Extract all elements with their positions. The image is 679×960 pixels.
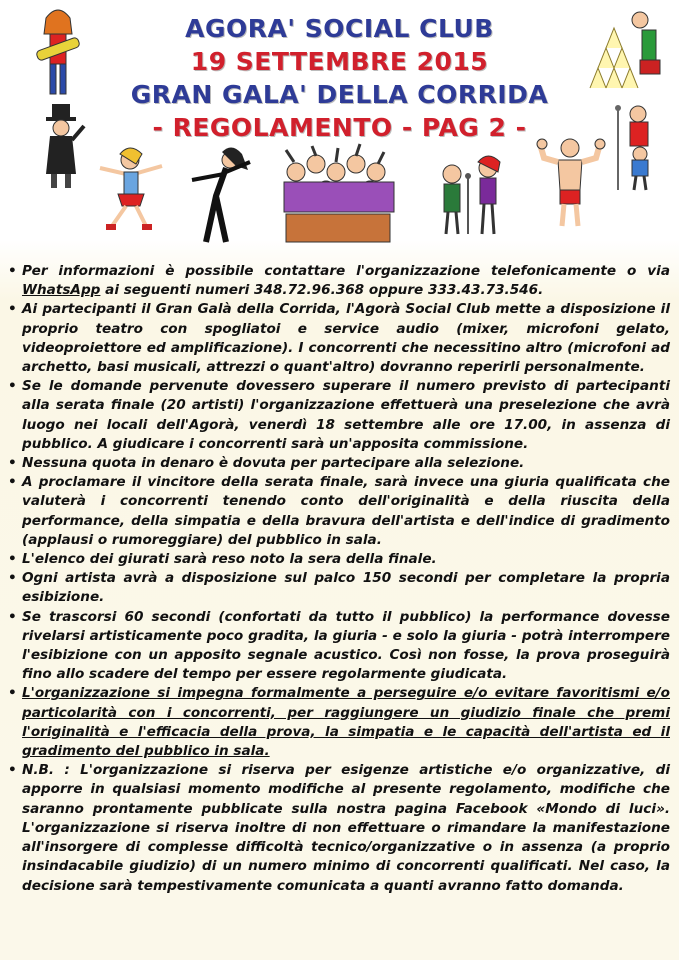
rule-item-no-fee: • Nessuna quota in denaro è dovuta per partecipare alla selezione. [8,454,670,473]
rule-item-jury: • A proclamare il vincitore della serata finale, sarà invece una giuria qualificata che valuterà i concorrenti tenendo conto dell'originalità e della riuscita della performance, della simpatia e della bravura dell'artista e dell'indice di gradimento (applausi o rumoreggiare) del pubblico in sala. [8,473,670,550]
event-title: GRAN GALA' DELLA CORRIDA [130,80,549,109]
rule-item-jurors-list: • L'elenco dei giurati sarà reso noto la sera della finale. [8,550,670,569]
singer-family-cartoon [604,100,666,192]
rule-item-nb: • N.B. : L'organizzazione si riserva per esigenze artistiche e/o organizzative, di apporre in qualsiasi momento modifiche al presente regolamento, modifiche che saranno prontamente pubblicate sulla nostra pagina Facebook «Mondo di luci». L'organizzazione si riserva inoltre di non effettuare o rimandare la manifestazione all'insorgere di complesse difficoltà tecnico/organizzative o in assenza (a proprio insindacabile giudizio) di un numero minimo di concorrenti qualificati. Nel caso, la decisione sarà tempestivamente comunicata a quanti avranno fatto domanda. [8,761,670,895]
card-house-cartoon [580,8,670,93]
rule-item-interruption: • Se trascorsi 60 secondi (confortati da tutto il pubblico) la performance dovesse rivelarsi artisticamente poco gradita, la giuria - e solo la giuria - potrà interrompere l'esibizione con un apposito segnale acustico. Così non fosse, la prova proseguirà fino allo scadere del tempo per essere regolarmente giudicata. [8,608,670,685]
rule-item-fairness: • L'organizzazione si impegna formalmente a perseguire e/o evitare favoritismi e/o particolarità con i concorrenti, per raggiungere un giudizio finale che premi l'originalità e l'efficacia della prova, la simpatia e le capacità dell'artista ed il gradimento del pubblico in sala. [8,684,670,761]
page-subtitle: - REGOLAMENTO - PAG 2 - [152,113,527,142]
whatsapp-link[interactable]: WhatsApp [22,282,101,299]
poster-header [0,0,679,250]
strongman-cartoon [536,136,606,228]
rule-item-theatre: • Ai partecipanti il Gran Galà della Corrida, l'Agorà Social Club mette a disposizione il proprio teatro con spogliatoi e service audio (mixer, microfoni gelato, videoproiettore ed amplificazione). I concorrenti che necessitino altro (microfoni ad archetto, basi musicali, attrezzi o quant'altro) dovranno reperirli personalmente. [8,300,670,377]
club-title: AGORA' SOCIAL CLUB [185,14,494,43]
dancer-girl-cartoon [96,144,166,234]
rules-list [8,262,670,896]
rule-item-time-limit: • Ogni artista avrà a disposizione sul palco 150 secondi per completare la propria esibizione. [8,569,670,607]
event-date: 19 SETTEMBRE 2015 [190,47,489,76]
singers-cartoon [428,154,508,236]
rule-text: ai seguenti numeri 348.72.96.368 oppure 333.43.73.546. [100,282,544,299]
guitarist-cartoon [28,4,88,104]
dancer-black-cartoon [186,146,256,246]
rule-text: Per informazioni è possibile contattare l'organizzazione telefonicamente o via [22,263,670,279]
rule-item-preselection: • Se le domande pervenute dovessero superare il numero previsto di partecipanti alla serata finale (20 artisti) l'organizzazione effettuerà una preselezione che avrà luogo nei locali dell'Agorà, venerdì 18 settembre alle ore 17.00, in assenza di pubblico. A giudicare i concorrenti sarà un'apposita commissione. [8,377,670,454]
magician-cartoon [36,104,86,190]
crowd-cartoon [276,142,406,244]
rule-item-contacts [8,262,670,300]
